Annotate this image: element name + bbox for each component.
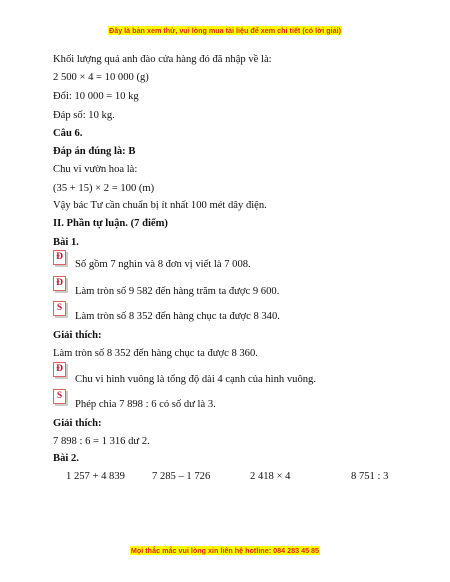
- perimeter-conclusion: Vậy bác Tư cần chuẩn bị ít nhất 100 mét dây điện.: [53, 200, 267, 211]
- true-false-mark-box: S: [53, 301, 66, 316]
- true-false-mark-box: Đ: [53, 250, 66, 265]
- explanation-2-title: Giải thích:: [53, 418, 102, 429]
- paragraph-cherry-weight: Khối lượng quả anh đào cửa hàng đó đã nhập về là:: [53, 54, 272, 65]
- calculation-item: 8 751 : 3: [351, 471, 389, 482]
- statement-text: Phép chia 7 898 : 6 có số dư là 3.: [75, 399, 216, 410]
- statement-text: Chu vi hình vuông là tổng độ dài 4 cạnh của hình vuông.: [75, 374, 316, 385]
- question-6-title: Câu 6.: [53, 128, 83, 139]
- statement-text: Số gồm 7 nghìn và 8 đơn vị viết là 7 008.: [75, 259, 251, 270]
- perimeter-calculation: (35 + 15) × 2 = 100 (m): [53, 183, 155, 194]
- statement-text: Làm tròn số 9 582 đến hàng trăm ta được 9 600.: [75, 286, 280, 297]
- answer-line: Đáp số: 10 kg.: [53, 110, 115, 121]
- exercise-2-title: Bài 2.: [53, 453, 79, 464]
- explanation-1-title: Giải thích:: [53, 330, 102, 341]
- calculation-item: 1 257 + 4 839: [66, 471, 125, 482]
- preview-notice-text: Đây là bản xem thử, vui lòng mua tài liệu để xem chi tiết (có lời giải): [109, 26, 341, 35]
- true-false-mark-box: Đ: [53, 362, 66, 377]
- unit-conversion-line: Đổi: 10 000 = 10 kg: [53, 91, 139, 102]
- true-false-mark-box: S: [53, 389, 66, 404]
- question-6-answer: Đáp án đúng là: B: [53, 146, 136, 157]
- statement-text: Làm tròn số 8 352 đến hàng chục ta được 8 340.: [75, 311, 280, 322]
- section-2-title: II. Phần tự luận. (7 điểm): [53, 218, 168, 229]
- hotline-text: Mọi thắc mắc vui lòng xin liên hệ hotline: 084 283 45 85: [130, 546, 320, 555]
- calculation-item: 7 285 – 1 726: [152, 471, 211, 482]
- preview-notice-banner: [0, 26, 450, 35]
- explanation-1-text: Làm tròn số 8 352 đến hàng chục ta được 8 360.: [53, 348, 258, 359]
- hotline-banner: [0, 546, 450, 555]
- calculation-item: 2 418 × 4: [250, 471, 291, 482]
- true-false-mark-box: Đ: [53, 276, 66, 291]
- calculation-line: 2 500 × 4 = 10 000 (g): [53, 72, 149, 83]
- perimeter-intro: Chu vi vườn hoa là:: [53, 164, 138, 175]
- exercise-1-title: Bài 1.: [53, 237, 79, 248]
- explanation-2-text: 7 898 : 6 = 1 316 dư 2.: [53, 436, 150, 447]
